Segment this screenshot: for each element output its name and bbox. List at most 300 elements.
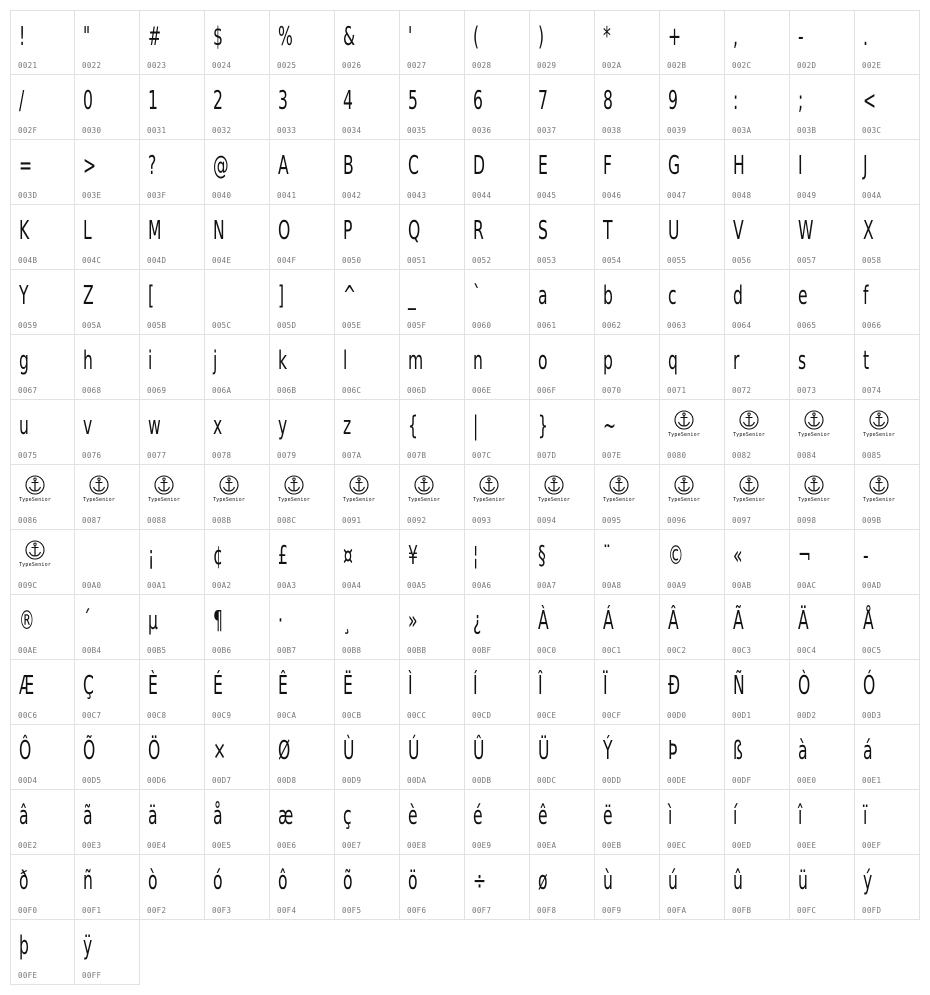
glyph-code: 00D8 [277, 776, 297, 785]
glyph-cell [335, 335, 400, 400]
anchor-icon [81, 474, 117, 506]
glyph-sample: Y [19, 281, 29, 311]
glyph-sample: È [148, 671, 158, 701]
glyph-code: 00E0 [797, 776, 817, 785]
glyph-code: 0069 [147, 386, 167, 395]
glyph-cell [400, 790, 465, 855]
glyph-sample: h [83, 346, 93, 376]
glyph-code: 00D1 [732, 711, 752, 720]
glyph-code: 0088 [147, 516, 167, 525]
glyph-code: 00C7 [82, 711, 102, 720]
glyph-sample: B [343, 151, 354, 181]
glyph-cell [790, 855, 855, 920]
placeholder-logo-text: TypeSenior [82, 497, 116, 503]
glyph-cell [140, 75, 205, 140]
glyph-sample: < [863, 86, 877, 116]
glyph-cell [855, 790, 920, 855]
glyph-cell [10, 725, 75, 790]
glyph-cell [790, 10, 855, 75]
glyph-code: 006C [342, 386, 362, 395]
glyph-sample: W [798, 216, 814, 246]
glyph-code: 0082 [732, 451, 752, 460]
glyph-sample: ¨ [603, 541, 611, 571]
glyph-sample: ú [668, 866, 678, 896]
glyph-code: 00ED [732, 841, 752, 850]
glyph-cell [270, 660, 335, 725]
glyph-sample: P [343, 216, 353, 246]
glyph-sample: µ [148, 606, 158, 636]
glyph-code: 004E [212, 256, 232, 265]
glyph-code: 00C9 [212, 711, 232, 720]
glyph-code: 00F9 [602, 906, 622, 915]
glyph-cell [855, 400, 920, 465]
glyph-cell [660, 270, 725, 335]
glyph-cell [595, 75, 660, 140]
glyph-sample: M [148, 216, 162, 246]
glyph-sample: - [798, 22, 804, 52]
placeholder-logo-text: TypeSenior [18, 562, 52, 568]
placeholder-logo-text: TypeSenior [602, 497, 636, 503]
glyph-cell [725, 725, 790, 790]
glyph-sample: Þ [668, 736, 678, 766]
glyph-cell [10, 335, 75, 400]
glyph-code: 0030 [82, 126, 102, 135]
glyph-code: 00F2 [147, 906, 167, 915]
glyph-code: 00DF [732, 776, 752, 785]
glyph-code: 004B [18, 256, 38, 265]
glyph-cell [465, 270, 530, 335]
glyph-cell [855, 140, 920, 205]
glyph-sample: ë [603, 801, 613, 831]
glyph-code: 00A8 [602, 581, 622, 590]
glyph-code: 007B [407, 451, 427, 460]
glyph-sample: § [538, 541, 546, 571]
glyph-sample: x [213, 411, 223, 441]
glyph-cell [595, 10, 660, 75]
glyph-cell [400, 205, 465, 270]
glyph-cell [790, 530, 855, 595]
glyph-sample: Ö [148, 736, 161, 766]
glyph-sample: Ü [538, 736, 550, 766]
glyph-code: 007D [537, 451, 557, 460]
glyph-cell [335, 855, 400, 920]
glyph-code: 006B [277, 386, 297, 395]
glyph-code: 0042 [342, 191, 362, 200]
glyph-code: 00A7 [537, 581, 557, 590]
glyph-code: 0039 [667, 126, 687, 135]
glyph-code: 002D [797, 61, 817, 70]
glyph-code: 00C5 [862, 646, 882, 655]
glyph-cell [75, 270, 140, 335]
glyph-code: 0068 [82, 386, 102, 395]
glyph-cell [400, 530, 465, 595]
glyph-code: 00D3 [862, 711, 882, 720]
glyph-code: 0092 [407, 516, 427, 525]
glyph-cell [725, 335, 790, 400]
glyph-code: 0074 [862, 386, 882, 395]
glyph-sample: E [538, 151, 548, 181]
glyph-sample: ¥ [408, 541, 418, 571]
glyph-sample: = [19, 151, 33, 181]
glyph-code: 004C [82, 256, 102, 265]
glyph-sample: 6 [473, 86, 483, 116]
glyph-cell [400, 660, 465, 725]
glyph-code: 00D6 [147, 776, 167, 785]
glyph-code: 0091 [342, 516, 362, 525]
glyph-sample: + [668, 22, 682, 52]
glyph-sample: ¢ [213, 541, 223, 571]
glyph-code: 00E6 [277, 841, 297, 850]
glyph-sample: Z [83, 281, 94, 311]
glyph-cell [205, 75, 270, 140]
glyph-sample: Ý [603, 736, 613, 766]
glyph-cell [530, 465, 595, 530]
glyph-cell [270, 335, 335, 400]
glyph-cell [530, 400, 595, 465]
glyph-code: 0056 [732, 256, 752, 265]
glyph-cell [75, 920, 140, 985]
glyph-cell [400, 140, 465, 205]
glyph-cell [10, 10, 75, 75]
glyph-cell [855, 205, 920, 270]
glyph-code: 00EA [537, 841, 557, 850]
glyph-sample: è [408, 801, 418, 831]
glyph-code: 0060 [472, 321, 492, 330]
glyph-cell [725, 140, 790, 205]
glyph-sample: - [863, 541, 869, 571]
glyph-code: 0098 [797, 516, 817, 525]
glyph-cell [140, 530, 205, 595]
glyph-sample: ´ [83, 606, 91, 636]
glyph-cell [855, 335, 920, 400]
glyph-code: 005E [342, 321, 362, 330]
glyph-code: 00A9 [667, 581, 687, 590]
glyph-code: 0032 [212, 126, 232, 135]
glyph-cell [530, 140, 595, 205]
glyph-sample: á [863, 736, 873, 766]
anchor-icon [211, 474, 247, 506]
glyph-code: 00CE [537, 711, 557, 720]
glyph-code: 0097 [732, 516, 752, 525]
glyph-code: 004D [147, 256, 167, 265]
glyph-sample: } [538, 411, 548, 441]
glyph-cell [725, 790, 790, 855]
glyph-cell [790, 725, 855, 790]
glyph-cell [270, 205, 335, 270]
glyph-sample: 9 [668, 86, 678, 116]
glyph-code: 0029 [537, 61, 557, 70]
glyph-sample: ¿ [473, 606, 482, 636]
glyph-code: 00AD [862, 581, 882, 590]
glyph-code: 008B [212, 516, 232, 525]
glyph-sample: ù [603, 866, 613, 896]
glyph-cell [10, 595, 75, 660]
glyph-sample: . [863, 22, 868, 52]
glyph-sample: ò [148, 866, 158, 896]
glyph-code: 00AB [732, 581, 752, 590]
anchor-icon [341, 474, 377, 506]
glyph-code: 006A [212, 386, 232, 395]
glyph-code: 002F [18, 126, 38, 135]
glyph-cell [335, 790, 400, 855]
glyph-sample: ® [19, 606, 35, 636]
glyph-sample: Å [863, 606, 874, 636]
glyph-sample: J [863, 151, 868, 181]
glyph-cell [140, 660, 205, 725]
glyph-code: 0036 [472, 126, 492, 135]
glyph-cell [10, 530, 75, 595]
placeholder-logo-text: TypeSenior [797, 432, 831, 438]
glyph-grid [10, 10, 920, 985]
glyph-code: 00F7 [472, 906, 492, 915]
glyph-cell [335, 530, 400, 595]
glyph-sample: ¦ [473, 541, 479, 571]
glyph-cell [10, 270, 75, 335]
glyph-sample: D [473, 151, 486, 181]
glyph-cell [270, 530, 335, 595]
glyph-code: 0067 [18, 386, 38, 395]
placeholder-logo-text: TypeSenior [18, 497, 52, 503]
glyph-sample: N [213, 216, 225, 246]
glyph-code: 00D0 [667, 711, 687, 720]
anchor-icon [406, 474, 442, 506]
glyph-code: 0045 [537, 191, 557, 200]
glyph-cell [530, 855, 595, 920]
glyph-cell [660, 75, 725, 140]
glyph-cell [595, 530, 660, 595]
glyph-code: 0034 [342, 126, 362, 135]
glyph-sample: t [863, 346, 870, 376]
anchor-icon [731, 409, 767, 441]
glyph-code: 0087 [82, 516, 102, 525]
glyph-cell [660, 400, 725, 465]
glyph-code: 00DC [537, 776, 557, 785]
glyph-cell [75, 75, 140, 140]
glyph-sample: é [473, 801, 483, 831]
glyph-code: 0038 [602, 126, 622, 135]
glyph-cell [790, 465, 855, 530]
glyph-sample: É [213, 671, 223, 701]
glyph-sample: ñ [83, 866, 93, 896]
glyph-sample: d [733, 281, 743, 311]
placeholder-logo-text: TypeSenior [472, 497, 506, 503]
glyph-code: 0054 [602, 256, 622, 265]
glyph-code: 00B7 [277, 646, 297, 655]
glyph-code: 007A [342, 451, 362, 460]
glyph-cell [660, 595, 725, 660]
glyph-cell [530, 205, 595, 270]
glyph-code: 00FD [862, 906, 882, 915]
glyph-code: 00F5 [342, 906, 362, 915]
glyph-sample: A [278, 151, 289, 181]
glyph-code: 0076 [82, 451, 102, 460]
glyph-code: 0026 [342, 61, 362, 70]
glyph-sample: 5 [408, 86, 418, 116]
glyph-cell [660, 335, 725, 400]
glyph-sample: æ [278, 801, 294, 831]
anchor-icon [471, 474, 507, 506]
glyph-sample: R [473, 216, 484, 246]
glyph-cell [855, 270, 920, 335]
glyph-code: 0065 [797, 321, 817, 330]
glyph-sample: U [668, 216, 680, 246]
glyph-cell [595, 725, 660, 790]
glyph-sample: ¬ [798, 541, 812, 571]
glyph-cell [660, 530, 725, 595]
glyph-code: 0052 [472, 256, 492, 265]
glyph-cell [595, 270, 660, 335]
glyph-sample: À [538, 606, 549, 636]
glyph-sample: a [538, 281, 548, 311]
glyph-cell [75, 465, 140, 530]
glyph-code: 0050 [342, 256, 362, 265]
glyph-sample: ß [733, 736, 743, 766]
glyph-code: 00D7 [212, 776, 232, 785]
glyph-code: 0063 [667, 321, 687, 330]
glyph-code: 00D4 [18, 776, 38, 785]
glyph-cell [10, 660, 75, 725]
glyph-cell [660, 790, 725, 855]
glyph-code: 00A3 [277, 581, 297, 590]
glyph-code: 002C [732, 61, 752, 70]
glyph-sample: Ë [343, 671, 353, 701]
anchor-icon [536, 474, 572, 506]
glyph-cell [595, 790, 660, 855]
glyph-cell [660, 465, 725, 530]
glyph-sample: ý [863, 866, 873, 896]
glyph-cell [400, 10, 465, 75]
glyph-sample: å [213, 801, 223, 831]
glyph-sample: ê [538, 801, 548, 831]
glyph-cell [530, 10, 595, 75]
glyph-cell [465, 660, 530, 725]
glyph-cell [465, 400, 530, 465]
glyph-code: 0055 [667, 256, 687, 265]
glyph-sample: Ù [343, 736, 355, 766]
glyph-code: 002E [862, 61, 882, 70]
glyph-cell [855, 660, 920, 725]
glyph-cell [205, 140, 270, 205]
glyph-cell [595, 660, 660, 725]
glyph-cell [75, 530, 140, 595]
glyph-cell [725, 660, 790, 725]
glyph-cell [530, 790, 595, 855]
glyph-code: 00C4 [797, 646, 817, 655]
glyph-sample: Ä [798, 606, 809, 636]
glyph-cell [205, 660, 270, 725]
glyph-sample: 4 [343, 86, 353, 116]
glyph-code: 008C [277, 516, 297, 525]
glyph-cell [400, 725, 465, 790]
glyph-code: 0025 [277, 61, 297, 70]
glyph-cell [10, 205, 75, 270]
glyph-sample: 8 [603, 86, 613, 116]
glyph-code: 0062 [602, 321, 622, 330]
glyph-cell [140, 725, 205, 790]
glyph-code: 0086 [18, 516, 38, 525]
glyph-cell [75, 400, 140, 465]
glyph-sample: × [213, 736, 227, 766]
glyph-code: 00F1 [82, 906, 102, 915]
glyph-code: 0093 [472, 516, 492, 525]
glyph-sample: ì [668, 801, 673, 831]
glyph-cell [660, 855, 725, 920]
placeholder-logo-text: TypeSenior [147, 497, 181, 503]
glyph-cell [335, 75, 400, 140]
glyph-code: 00B8 [342, 646, 362, 655]
glyph-sample: Ñ [733, 671, 745, 701]
glyph-cell [465, 140, 530, 205]
glyph-cell [335, 465, 400, 530]
glyph-sample: â [19, 801, 29, 831]
glyph-code: 0031 [147, 126, 167, 135]
glyph-cell [10, 465, 75, 530]
glyph-cell [660, 660, 725, 725]
glyph-sample: ¸ [343, 606, 351, 636]
glyph-sample: : [733, 86, 739, 116]
glyph-cell [205, 270, 270, 335]
anchor-icon [731, 474, 767, 506]
glyph-cell [725, 400, 790, 465]
glyph-cell [205, 465, 270, 530]
glyph-sample: p [603, 346, 613, 376]
glyph-sample: õ [343, 866, 353, 896]
glyph-code: 00B5 [147, 646, 167, 655]
glyph-sample: ~ [603, 411, 617, 441]
glyph-code: 00F6 [407, 906, 427, 915]
glyph-cell [725, 205, 790, 270]
glyph-code: 0053 [537, 256, 557, 265]
placeholder-logo-text: TypeSenior [667, 432, 701, 438]
glyph-sample: Ò [798, 671, 811, 701]
glyph-code: 00E9 [472, 841, 492, 850]
glyph-code: 00F3 [212, 906, 232, 915]
glyph-sample: « [733, 541, 743, 571]
glyph-code: 002A [602, 61, 622, 70]
glyph-code: 003C [862, 126, 882, 135]
glyph-sample: j [213, 346, 218, 376]
glyph-code: 00DD [602, 776, 622, 785]
glyph-sample: u [19, 411, 29, 441]
glyph-sample: ¶ [213, 606, 223, 636]
glyph-cell [790, 400, 855, 465]
glyph-code: 0072 [732, 386, 752, 395]
glyph-cell [75, 595, 140, 660]
glyph-sample: k [278, 346, 288, 376]
glyph-cell [335, 140, 400, 205]
glyph-code: 00D5 [82, 776, 102, 785]
glyph-code: 0080 [667, 451, 687, 460]
glyph-sample: { [408, 411, 418, 441]
glyph-code: 004F [277, 256, 297, 265]
glyph-code: 00C1 [602, 646, 622, 655]
glyph-cell [205, 400, 270, 465]
glyph-sample: » [408, 606, 418, 636]
glyph-cell [10, 400, 75, 465]
glyph-code: 00FA [667, 906, 687, 915]
glyph-sample: 2 [213, 86, 223, 116]
glyph-cell [465, 335, 530, 400]
anchor-icon [146, 474, 182, 506]
glyph-sample: ! [19, 22, 26, 52]
glyph-code: 0027 [407, 61, 427, 70]
glyph-sample: Â [668, 606, 679, 636]
glyph-sample: ¤ [343, 541, 353, 571]
glyph-sample: T [603, 216, 613, 246]
glyph-sample: Ã [733, 606, 744, 636]
glyph-sample: ç [343, 801, 352, 831]
glyph-code: 009B [862, 516, 882, 525]
